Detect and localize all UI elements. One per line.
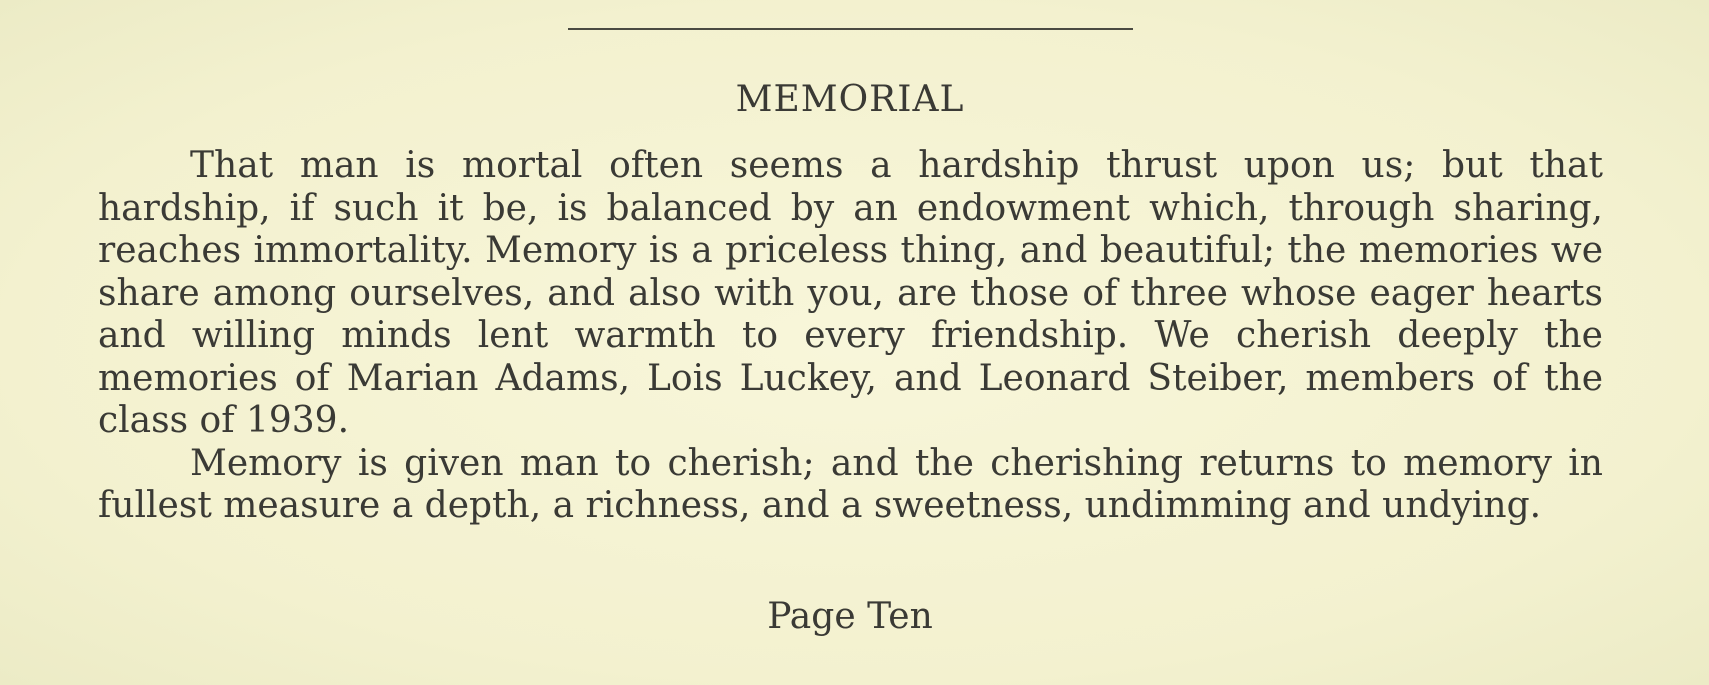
page-number: Page Ten xyxy=(767,596,933,637)
memorial-body xyxy=(98,145,1603,528)
memorial-paragraph-1: That man is mortal often seems a hardship thrust upon us; but that hardship, if such it be, is balanced by an endowment which, through sharing, reaches immortality. Memory is a priceless thing, and beautiful; the memories we share among ourselves, and also with you, are those of three whose eager hearts and willing minds lent warmth to every friendship. We cherish deeply the memories of Marian Adams, Lois Luckey, and Leonard Steiber, members of the class of 1939. xyxy=(98,145,1603,441)
memorial-paragraph-2: Memory is given man to cherish; and the cherishing returns to memory in fullest measure a depth, a richness, and a sweetness, undimming and undying. xyxy=(98,442,1603,526)
page-title: MEMORIAL xyxy=(735,79,965,120)
top-divider-rule xyxy=(568,28,1133,30)
